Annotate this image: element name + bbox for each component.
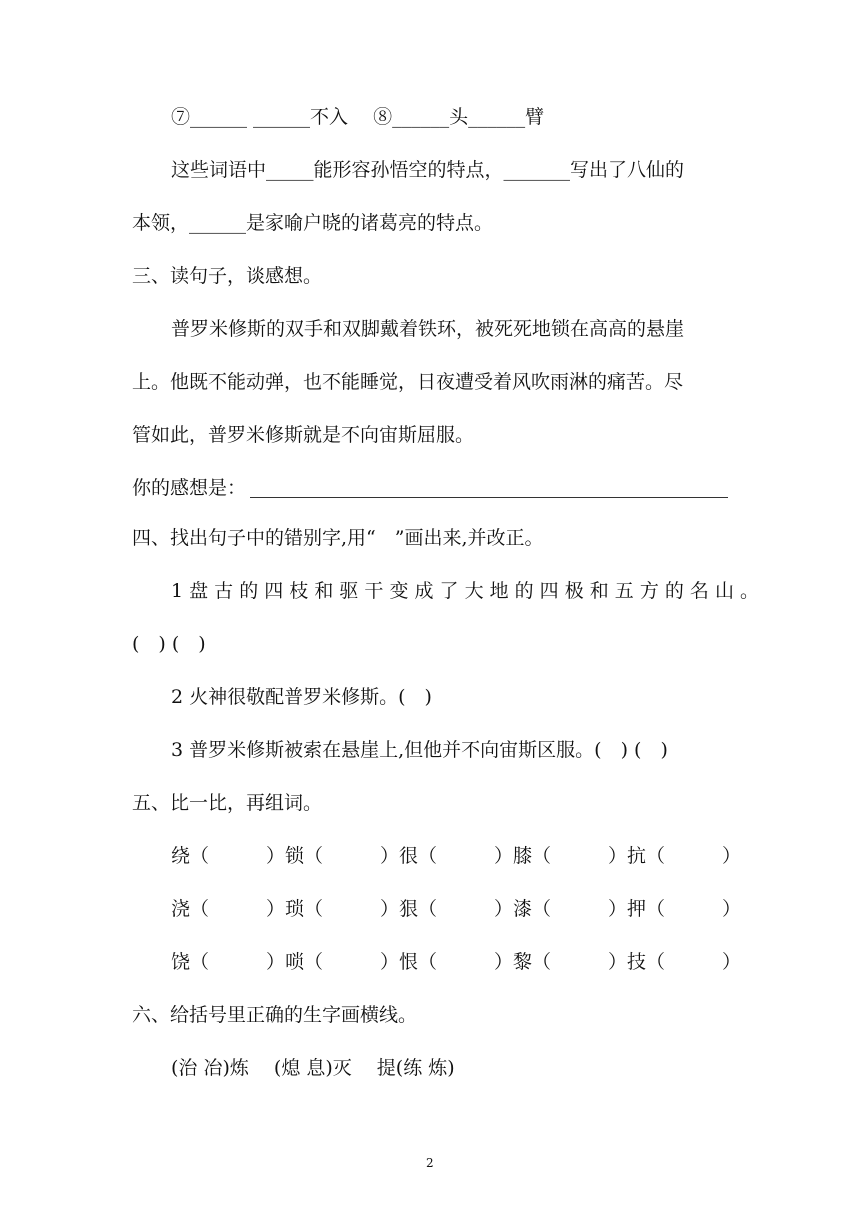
section-heading-5: 五、比一比，再组词。 bbox=[132, 792, 323, 814]
text-line-16: 浇（ ）琐（ ）狠（ ）漆（ ）押（ ） bbox=[171, 898, 742, 920]
text-line-2: 这些词语中_____能形容孙悟空的特点，_______写出了八仙的 bbox=[171, 159, 685, 181]
text-line-6: 上。他既不能动弹，也不能睡觉，日夜遭受着风吹雨淋的痛苦。尽 bbox=[132, 371, 684, 393]
text-line-17: 饶（ ）唢（ ）恨（ ）黎（ ）技（ ） bbox=[171, 951, 742, 973]
text-line-13: 3 普罗米修斯被索在悬崖上,但他并不向宙斯区服。( ) ( ) bbox=[171, 739, 668, 761]
text-line-8: 你的感想是： bbox=[132, 477, 247, 499]
text-line-1: ⑦______ ______不入 ⑧______头______臂 bbox=[171, 106, 545, 128]
section-heading-4: 四、找出句子中的错别字,用“ ”画出来,并改正。 bbox=[132, 527, 544, 549]
text-line-7: 管如此，普罗米修斯就是不向宙斯屈服。 bbox=[132, 424, 475, 446]
section-heading-3: 三、读句子，谈感想。 bbox=[132, 265, 323, 287]
text-line-15: 绕（ ）锁（ ）很（ ）膝（ ）抗（ ） bbox=[171, 845, 742, 867]
text-line-19: (治 冶)炼 (熄 息)灭 提(练 炼) bbox=[171, 1057, 455, 1079]
answer-underline bbox=[250, 496, 728, 498]
page-number: 2 bbox=[426, 1156, 434, 1170]
text-line-3: 本领，______是家喻户晓的诸葛亮的特点。 bbox=[132, 212, 494, 234]
text-line-5: 普罗米修斯的双手和双脚戴着铁环，被死死地锁在高高的悬崖 bbox=[171, 318, 685, 340]
section-heading-6: 六、给括号里正确的生字画横线。 bbox=[132, 1004, 418, 1026]
text-line-10: 1 盘 古 的 四 枝 和 驱 干 变 成 了 大 地 的 四 极 和 五 方 的 名 山 。 bbox=[171, 580, 759, 602]
text-line-11: ( ) ( ) bbox=[132, 633, 206, 655]
text-line-12: 2 火神很敬配普罗米修斯。( ) bbox=[171, 686, 432, 708]
